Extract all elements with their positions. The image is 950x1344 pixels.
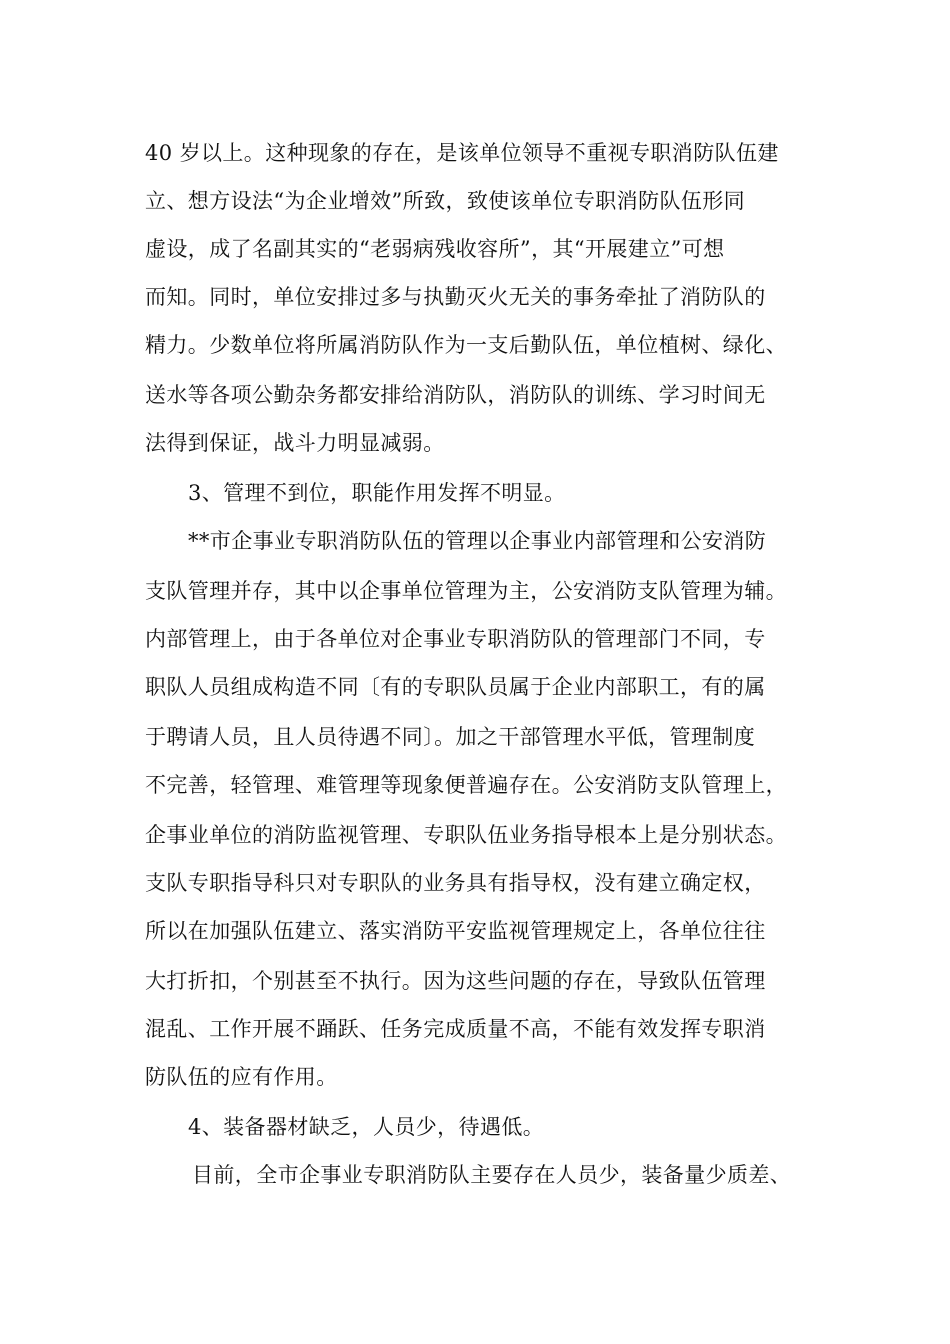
text-line: 虚设，成了名副其实的“老弱病残收容所”，其“开展建立”可想 <box>145 237 725 261</box>
text-line: **市企事业专职消防队伍的管理以企事业内部管理和公安消防 <box>188 529 767 553</box>
text-line: 送水等各项公勤杂务都安排给消防队，消防队的训练、学习时间无 <box>145 383 766 407</box>
text-line: 支队管理并存，其中以企事单位管理为主，公安消防支队管理为辅。 <box>145 579 787 603</box>
text-line: 支队专职指导科只对专职队的业务具有指导权，没有建立确定权， <box>145 871 766 895</box>
text-line: 而知。同时，单位安排过多与执勤灭火无关的事务牵扯了消防队的 <box>145 285 766 309</box>
section-heading: 3、管理不到位，职能作用发挥不明显。 <box>188 481 566 505</box>
text-line: 立、想方设法“为企业增效”所致，致使该单位专职消防队伍形同 <box>145 189 746 213</box>
text-line: 内部管理上，由于各单位对企事业专职消防队的管理部门不同，专 <box>145 627 766 651</box>
text-line: 混乱、工作开展不踊跃、任务完成质量不高，不能有效发挥专职消 <box>145 1017 766 1041</box>
text-line: 目前，全市企事业专职消防队主要存在人员少，装备量少质差、 <box>192 1163 792 1187</box>
text-line: 法得到保证，战斗力明显减弱。 <box>145 431 445 455</box>
section-heading: 4、装备器材缺乏，人员少，待遇低。 <box>188 1115 545 1139</box>
text-line: 企事业单位的消防监视管理、专职队伍业务指导根本上是分别状态。 <box>145 823 787 847</box>
text-line: 所以在加强队伍建立、落实消防平安监视管理规定上，各单位往往 <box>145 919 766 943</box>
text-line: 职队人员组成构造不同〔有的专职队员属于企业内部职工，有的属 <box>145 675 766 699</box>
text-line: 不完善，轻管理、难管理等现象便普遍存在。公安消防支队管理上， <box>145 773 787 797</box>
text-line: 大打折扣，个别甚至不执行。因为这些问题的存在，导致队伍管理 <box>145 969 766 993</box>
text-line: 40 岁以上。这种现象的存在，是该单位领导不重视专职消防队伍建 <box>145 141 779 165</box>
text-line: 于聘请人员，且人员待遇不同〕。加之干部管理水平低，管理制度 <box>145 725 756 749</box>
text-line: 精力。少数单位将所属消防队作为一支后勤队伍，单位植树、绿化、 <box>145 333 787 357</box>
text-line: 防队伍的应有作用。 <box>145 1065 338 1089</box>
